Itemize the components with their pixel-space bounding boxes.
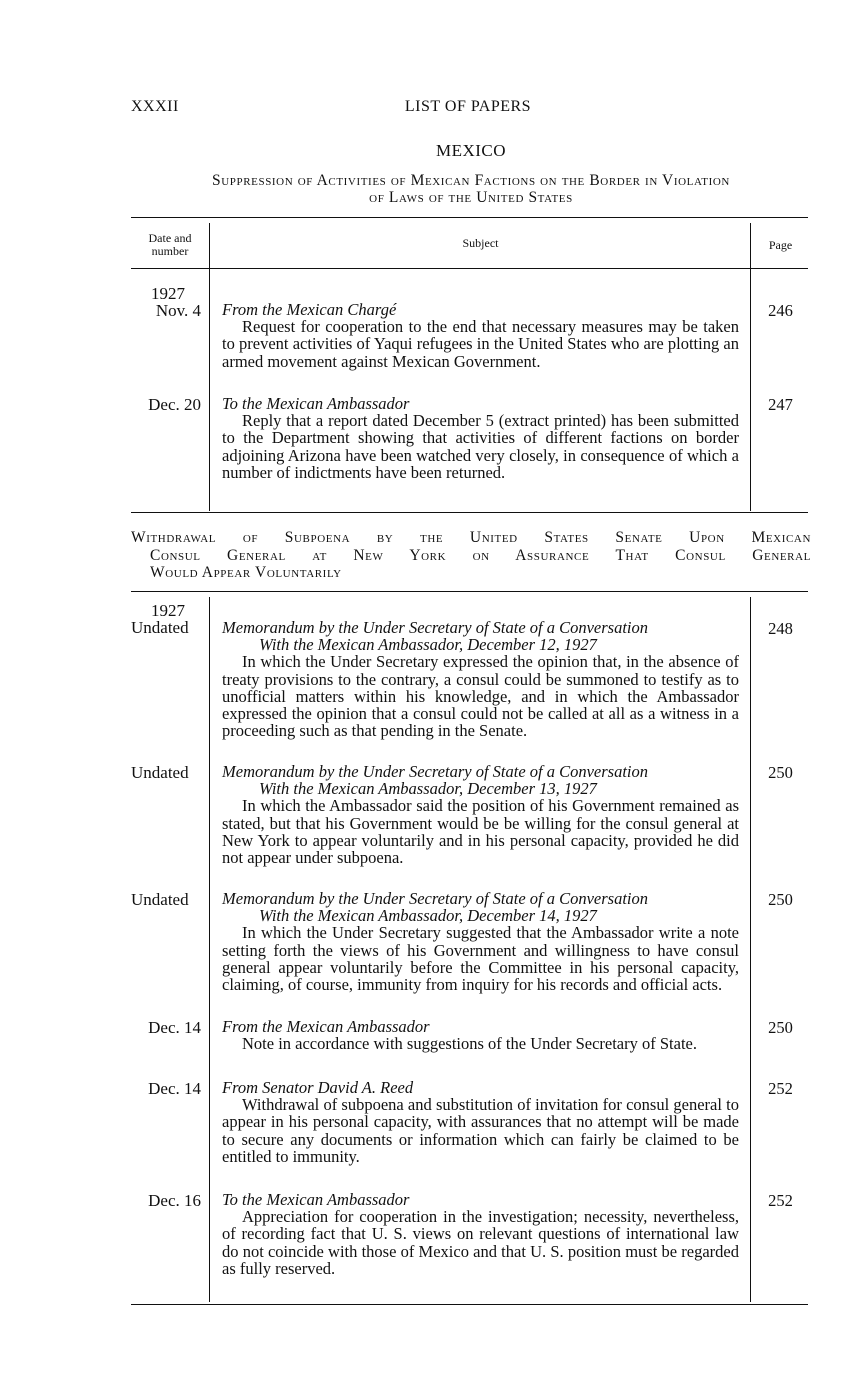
entry-page: 250 bbox=[768, 890, 793, 909]
table-bottom-rule bbox=[131, 512, 808, 513]
entry-title: To the Mexican Ambassador bbox=[222, 1190, 410, 1209]
column-divider bbox=[209, 223, 210, 511]
header-rule bbox=[131, 268, 808, 269]
column-header-date: Date and number bbox=[148, 231, 192, 258]
entry-title: From the Mexican Chargé bbox=[222, 300, 397, 319]
entry-title: From the Mexican Ambassador bbox=[222, 1017, 430, 1036]
page-number: XXXII bbox=[131, 98, 179, 115]
entry-date: Dec. 14 bbox=[148, 1079, 201, 1098]
entry-date: Dec. 14 bbox=[148, 1018, 201, 1037]
entry-description: Request for cooperation to the end that necessary measures may be taken to prevent activities of Yaqui refugees in the United States who are plotting an armed movement against Mexican Government. bbox=[222, 317, 739, 371]
list-item bbox=[222, 763, 739, 866]
column-divider bbox=[750, 597, 751, 1302]
section-heading-line: Withdrawal of Subpoena by the United States Senate Upon Mexican bbox=[131, 529, 811, 546]
country-heading: MEXICO bbox=[435, 141, 507, 160]
entry-description: In which the Under Secretary suggested that the Ambassador write a note setting forth the views of his Government and willingness to have consul general appear voluntarily before the Committee in his personal capacity, claiming, of course, immunity from inquiry for his records and official acts. bbox=[222, 923, 739, 995]
section-heading-line: Would Appear Voluntarily bbox=[150, 564, 342, 581]
entry-description: In which the Under Secretary expressed the opinion that, in the absence of treaty provisions to the contrary, a consul could be summoned to testify as to unofficial matters within his knowledge, and in which the Ambassador expressed the opinion that a consul could not be called at all as a witness in a proceeding such as that pending in the Senate. bbox=[222, 652, 739, 741]
list-item bbox=[222, 301, 739, 370]
table-top-rule bbox=[131, 217, 808, 218]
section-heading-line: of Laws of the United States bbox=[369, 189, 573, 206]
list-item bbox=[222, 619, 739, 739]
entry-description: Withdrawal of subpoena and substitution of invitation for consul general to appear in his personal capacity, with assurances that no attempt will be made to secure any documents or information which can fairly be claimed to be entitled to immunity. bbox=[222, 1095, 739, 1166]
entry-page: 250 bbox=[768, 763, 793, 782]
entry-page: 250 bbox=[768, 1018, 793, 1037]
section-heading-line: Suppression of Activities of Mexican Factions on the Border in Violation bbox=[212, 172, 730, 189]
list-item bbox=[222, 890, 739, 993]
entry-description: Reply that a report dated December 5 (extract printed) has been submitted to the Department showing that activities of different factions on border adjoining Arizona have been watched very closely, in consequence of which a number of indictments have been returned. bbox=[222, 411, 739, 482]
entry-year: 1927 bbox=[151, 284, 185, 303]
section-heading-withdrawal bbox=[131, 529, 811, 582]
table-bottom-rule bbox=[131, 1304, 808, 1305]
entry-title-continued: With the Mexican Ambassador, December 14, 1927 bbox=[259, 906, 597, 926]
running-title: LIST OF PAPERS bbox=[404, 98, 532, 115]
entry-title: Memorandum by the Under Secretary of State of a Conversation bbox=[222, 618, 649, 637]
entry-title-continued: With the Mexican Ambassador, December 12, 1927 bbox=[259, 635, 597, 655]
list-item bbox=[222, 1191, 739, 1277]
entry-page: 246 bbox=[768, 301, 793, 320]
entry-date: 1927 Nov. 4 bbox=[131, 285, 201, 319]
entry-date: Undated bbox=[131, 763, 189, 782]
list-item bbox=[222, 1079, 739, 1165]
entry-description: In which the Ambassador said the position of his Government remained as stated, but that his Government would be be willing for the consul general at New York to appear voluntarily and in his personal capacity, provided he did not appear under subpoena. bbox=[222, 796, 739, 868]
entry-date: Dec. 16 bbox=[148, 1191, 201, 1210]
entry-page: 248 bbox=[768, 619, 793, 638]
entry-date: Dec. 20 bbox=[148, 395, 201, 414]
entry-page: 247 bbox=[768, 395, 793, 414]
column-header-page: Page bbox=[768, 238, 793, 252]
entry-title: From Senator David A. Reed bbox=[222, 1078, 414, 1097]
entry-date: 1927 Undated bbox=[131, 602, 201, 636]
entry-date: Undated bbox=[131, 890, 189, 909]
entry-page: 252 bbox=[768, 1191, 793, 1210]
table-top-rule bbox=[131, 591, 808, 592]
entry-description: Note in accordance with suggestions of the Under Secretary of State. bbox=[242, 1034, 697, 1054]
column-divider bbox=[209, 597, 210, 1302]
column-header-subject: Subject bbox=[462, 236, 499, 250]
entry-description: Appreciation for cooperation in the investigation; necessity, nevertheless, of recording fact that U. S. views on relevant questions of international law do not coincide with those of Mexico and that U. S. position must be regarded as fully reserved. bbox=[222, 1207, 739, 1278]
entry-title: Memorandum by the Under Secretary of State of a Conversation bbox=[222, 762, 649, 781]
entry-title: Memorandum by the Under Secretary of State of a Conversation bbox=[222, 889, 649, 908]
entry-year: 1927 bbox=[151, 601, 185, 620]
list-item bbox=[222, 395, 739, 481]
list-item bbox=[222, 1018, 739, 1052]
entry-page: 252 bbox=[768, 1079, 793, 1098]
entry-title: To the Mexican Ambassador bbox=[222, 394, 410, 413]
entry-title-continued: With the Mexican Ambassador, December 13, 1927 bbox=[259, 779, 597, 799]
section-heading-suppression bbox=[131, 172, 811, 206]
column-divider bbox=[750, 223, 751, 511]
section-heading-line: Consul General at New York on Assurance That Consul General bbox=[150, 546, 811, 564]
